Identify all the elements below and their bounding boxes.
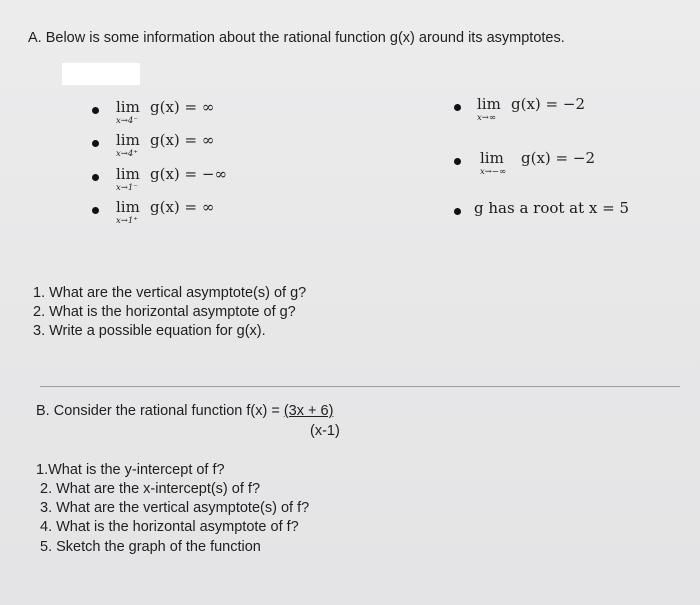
bullet-dot xyxy=(92,174,99,181)
lim-expression: g(x) = ∞ xyxy=(150,198,215,216)
fraction-denominator: (x-1) xyxy=(310,423,340,439)
lim-word: lim xyxy=(116,98,140,116)
lim-subscript: x→∞ xyxy=(477,113,496,123)
question-item: 3. Write a possible equation for g(x). xyxy=(33,323,266,339)
question-item: 2. What are the x-intercept(s) of f? xyxy=(40,481,261,497)
lim-subscript: x→4⁻ xyxy=(116,116,138,126)
lim-word: lim xyxy=(480,149,504,167)
question-item: 5. Sketch the graph of the function xyxy=(40,539,261,555)
lim-expression: g(x) = −2 xyxy=(521,149,595,167)
bullet-dot xyxy=(454,104,461,111)
bullet-dot xyxy=(92,207,99,214)
lim-expression: g(x) = ∞ xyxy=(150,131,215,149)
lim-expression: g(x) = −2 xyxy=(511,95,585,113)
lim-expression: g(x) = −∞ xyxy=(150,165,227,183)
part-a-heading: A. Below is some information about the rational function g(x) around its asymptotes. xyxy=(28,30,565,46)
bullet-dot xyxy=(454,208,461,215)
lim-word: lim xyxy=(116,165,140,183)
lim-subscript: x→1⁺ xyxy=(116,216,138,226)
question-item: 3. What are the vertical asymptote(s) of f? xyxy=(40,500,310,516)
lim-subscript: x→−∞ xyxy=(480,167,507,177)
root-fact: g has a root at x = 5 xyxy=(474,199,630,217)
question-item: 1.What is the y-intercept of f? xyxy=(36,462,225,478)
question-item: 1. What are the vertical asymptote(s) of g? xyxy=(33,285,307,301)
lim-word: lim xyxy=(116,131,140,149)
question-item: 2. What is the horizontal asymptote of g? xyxy=(33,304,296,320)
section-divider xyxy=(40,386,680,387)
part-b-intro xyxy=(36,403,333,419)
bullet-dot xyxy=(92,107,99,114)
part-b-intro-text: B. Consider the rational function f(x) = xyxy=(36,403,284,419)
lim-word: lim xyxy=(116,198,140,216)
lim-word: lim xyxy=(477,95,501,113)
question-item: 4. What is the horizontal asymptote of f? xyxy=(40,519,299,535)
redacted-box xyxy=(62,63,140,85)
lim-subscript: x→1⁻ xyxy=(116,183,138,193)
bullet-dot xyxy=(92,140,99,147)
lim-expression: g(x) = ∞ xyxy=(150,98,215,116)
lim-subscript: x→4⁺ xyxy=(116,149,138,159)
bullet-dot xyxy=(454,158,461,165)
fraction-numerator: (3x + 6) xyxy=(283,403,334,419)
